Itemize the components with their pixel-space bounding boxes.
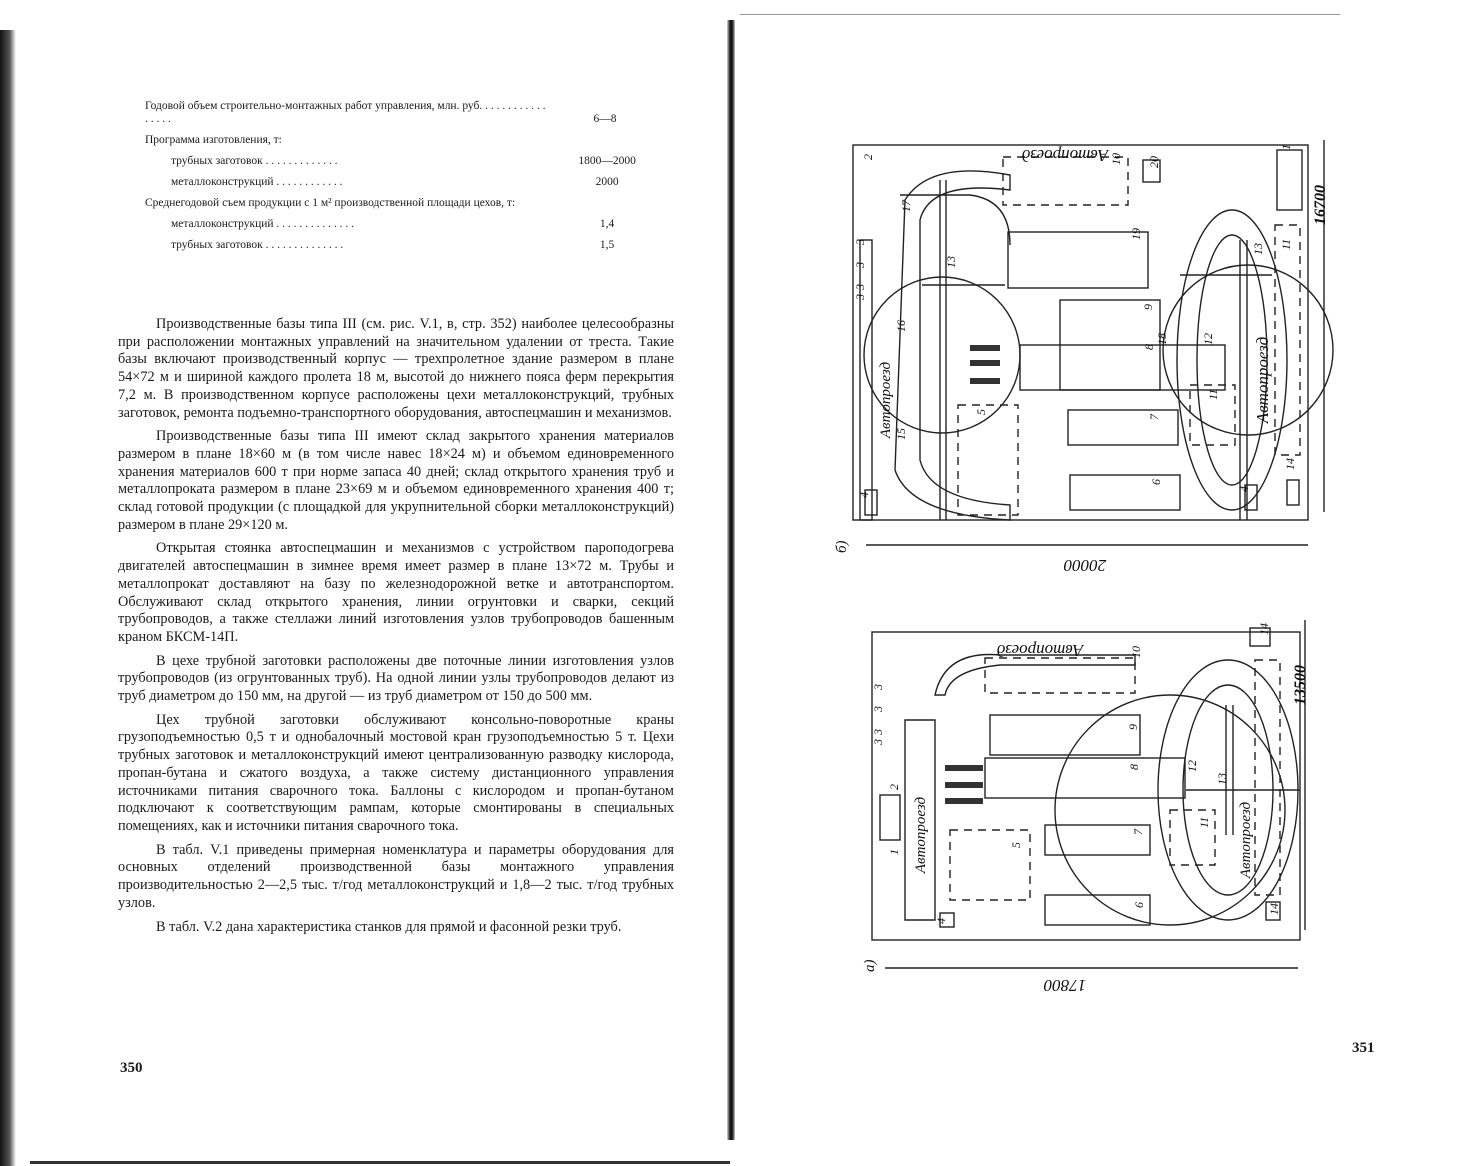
plan-a-callout: 7 — [1131, 829, 1145, 835]
plan-a-road-label-left: Автопроезд — [913, 796, 929, 874]
plan-a-building-10 — [985, 658, 1135, 693]
plan-b-callout: 10 — [1109, 153, 1123, 165]
plan-a-callout: 5 — [1009, 842, 1023, 848]
plan-b-rail — [860, 240, 872, 520]
plan-b-callout: 16 — [894, 320, 908, 332]
plan-b-callout: 3 — [853, 284, 867, 290]
plan-b-rack — [970, 378, 1000, 384]
spec-value: 6—8 — [593, 113, 617, 125]
plan-b-callout: 3 — [853, 239, 867, 245]
plan-b-rack — [970, 360, 1000, 366]
plan-b-building-8 — [1020, 345, 1225, 390]
plan-a-callout: 14 — [1267, 903, 1281, 915]
plan-a-rack — [945, 782, 983, 788]
plan-a-panel-label: а) — [862, 959, 878, 972]
paragraph: Цех трубной заготовки обслуживают консольно-поворотные краны грузоподъемностью 0,5 т и однобалочный мостовой кран грузоподъемностью 5 т. Цехи трубных заготовок и металлоконструкций имеют централизованную разводку кислорода, пропан-бутана и сжатого воздуха, а также систему дистанционного управления источниками питания сварочного тока. Баллоны с кислородом и пропан-бутаном подключают к соответствующим рампам, которые смонтированы в специальных помещениях, как и источники питания сварочного тока. — [118, 711, 674, 834]
plan-a-callout: 6 — [1132, 902, 1146, 908]
paragraph: В табл. V.2 дана характеристика станков для прямой и фасонной резки труб. — [156, 918, 622, 935]
plan-b-callout: 3 — [853, 294, 867, 300]
plan-b-callout: 15 — [894, 428, 908, 440]
plan-b-callout: 14 — [1283, 458, 1297, 470]
plan-a-road-label-right: Автопроезд — [1238, 801, 1254, 879]
plan-b-callout: 12 — [1201, 333, 1215, 345]
plan-a-callout: 3 — [871, 739, 885, 745]
plan-a-road-label: Автопроезд — [996, 641, 1084, 660]
plan-a-callout: 11 — [1197, 816, 1211, 828]
plan-a-callout: 13 — [1215, 773, 1229, 785]
page-number-left: 350 — [120, 1060, 143, 1076]
spec-label: трубных заготовок . . . . . . . . . . . . . — [171, 155, 338, 167]
spec-label: металлоконструкций . . . . . . . . . . . . . . — [171, 218, 355, 230]
plan-a-callout: 3 — [871, 706, 885, 712]
plan-b-callout: 20 — [1147, 156, 1161, 168]
plan-b-callout: 8 — [1142, 344, 1156, 350]
page-number-right: 351 — [1352, 1040, 1375, 1056]
plan-b-width-dim: 20000 — [1063, 556, 1107, 575]
plan-b-panel-label: б) — [834, 540, 850, 553]
plan-b-callout: 3 — [853, 262, 867, 268]
plan-b-callout: 6 — [1149, 479, 1163, 485]
spec-value: 2000 — [595, 176, 619, 188]
plan-a-callout: 8 — [1127, 764, 1141, 770]
plan-b-road-label-right: Автопроезд — [1253, 336, 1272, 424]
paragraph: Производственные базы типа III имеют склад закрытого хранения материалов размером в плане 18×60 м (в том числе навес 18×24 м) и объемом единовременного хранения материалов 600 т при норме запаса 40 дней; склад открытого хранения труб и металлопроката размером в плане 23×69 м и объемом единовременного хранения 400 т; склад готовой продукции (с площадкой для укрупнительной сборки металлоконструкций) размером в плане 29×120 м. — [118, 428, 674, 533]
site-plan-a — [872, 620, 1305, 968]
plan-b-building-19 — [1008, 232, 1148, 288]
plan-a-building-8 — [985, 758, 1185, 798]
plan-b-callout: 17 — [899, 200, 913, 212]
plan-b-building-6 — [1070, 475, 1180, 510]
plan-b-road — [900, 195, 1010, 245]
plan-b-callout: 11 — [1279, 238, 1293, 250]
spec-label: Программа изготовления, т: — [145, 134, 282, 146]
plan-a-height-dim: 13500 — [1292, 665, 1309, 705]
plan-b-callout: 7 — [1147, 414, 1161, 420]
plan-b-rack — [970, 345, 1000, 351]
spec-value: 1,5 — [599, 239, 615, 251]
plan-a-building-5 — [950, 830, 1030, 900]
plan-b-callout: 13 — [944, 256, 958, 268]
spec-label: металлоконструкций . . . . . . . . . . . . — [171, 176, 343, 188]
plan-b-callout: 13 — [1251, 243, 1265, 255]
paragraph: В цехе трубной заготовки расположены две поточные линии изготовления узлов трубопроводов (из огрунтованных труб). На одной линии узлы трубопроводов делают из труб диаметром до 150 мм, на другой — из труб диаметром от 150 до 500 мм. — [118, 652, 674, 705]
plan-a-callout: 3 — [871, 684, 885, 690]
plan-a-rack — [945, 798, 983, 804]
paragraph: Производственные базы типа III (см. рис. V.1, в, стр. 352) наиболее целесообразны при расположении монтажных управлений на значительном удалении от треста. Такие базы включают производственный корпус — трехпролетное здание размером в плане 54×72 м и шириной каждого пролета 18 м, высотой до нижнего пояса ферм перекрытия 7,2 м. В производственном корпусе расположены цехи металлоконструкций, трубных заготовок, ремонта подъемно-транспортного оборудования, автоспецмашин и механизмов. — [118, 316, 674, 421]
plan-b-callout: 9 — [1141, 304, 1155, 310]
plan-b-road-label: Автопроезд — [1021, 146, 1109, 165]
plan-b-callout: 5 — [974, 409, 988, 415]
spec-label: трубных заготовок . . . . . . . . . . . . . . — [171, 239, 344, 251]
spec-label: Среднегодовой съем продукции с 1 м² производственной площади цехов, т: — [145, 197, 516, 209]
plan-a-callout: 14 — [1257, 623, 1271, 635]
plan-b-rail-label: Автопроезд — [878, 361, 894, 439]
plan-a-building-9 — [990, 715, 1140, 755]
plan-b-callout: 18 — [1155, 333, 1169, 345]
paragraph: В табл. V.1 приведены примерная номенклатура и параметры оборудования для основных отделений производственной базы монтажного управления производительностью 2—2,5 тыс. т/год металлоконструкций и 1,8—2 тыс. т/год трубных узлов. — [118, 841, 674, 911]
plan-a-building-2 — [880, 795, 900, 840]
plan-a-callout: 4 — [934, 918, 948, 924]
plan-a-width-dim: 17800 — [1043, 976, 1087, 995]
paragraph: Открытая стоянка автоспецмашин и механизмов с устройством пароподогрева двигателей автоспецмашин в зимнее время имеет размер в плане 13×72 м. Трубы и металлопрокат доставляют на базу по железнодорожной ветке и автотранспортом. Обслуживают склад открытого хранения, линии огрунтовки и сварки, секций трубопроводов, а также стеллажи линий изготовления узлов трубопроводов башенным краном БКСМ-14П. — [118, 540, 674, 645]
plan-a-callout: 9 — [1126, 724, 1140, 730]
spec-value: 1800—2000 — [578, 155, 636, 167]
spec-label: Годовой объем строительно-монтажных работ управления, млн. руб. . . . . . . . . . . . . . . . . — [145, 100, 546, 125]
plan-b-building-14 — [1287, 480, 1299, 505]
plan-b-callout: 2 — [861, 154, 875, 160]
plan-a-callout: 10 — [1129, 646, 1143, 658]
plan-b-callout: 19 — [1129, 228, 1143, 240]
plan-a-callout: 1 — [887, 849, 901, 855]
plan-b-callout: 11 — [1206, 388, 1220, 400]
plan-b-callout: 1 — [1279, 144, 1293, 150]
plan-a-rack — [945, 765, 983, 771]
plan-a-callout: 3 — [871, 729, 885, 735]
spec-value: 1,4 — [599, 218, 615, 230]
plan-b-callout: 4 — [1237, 486, 1251, 492]
plan-b-building-1 — [1277, 150, 1302, 210]
plan-b-callout: 4 — [857, 492, 871, 498]
plan-b-height-dim: 16700 — [1312, 185, 1329, 225]
plan-a-callout: 2 — [887, 784, 901, 790]
plan-a-callout: 12 — [1185, 760, 1199, 772]
plan-b-building-7 — [1068, 410, 1178, 445]
